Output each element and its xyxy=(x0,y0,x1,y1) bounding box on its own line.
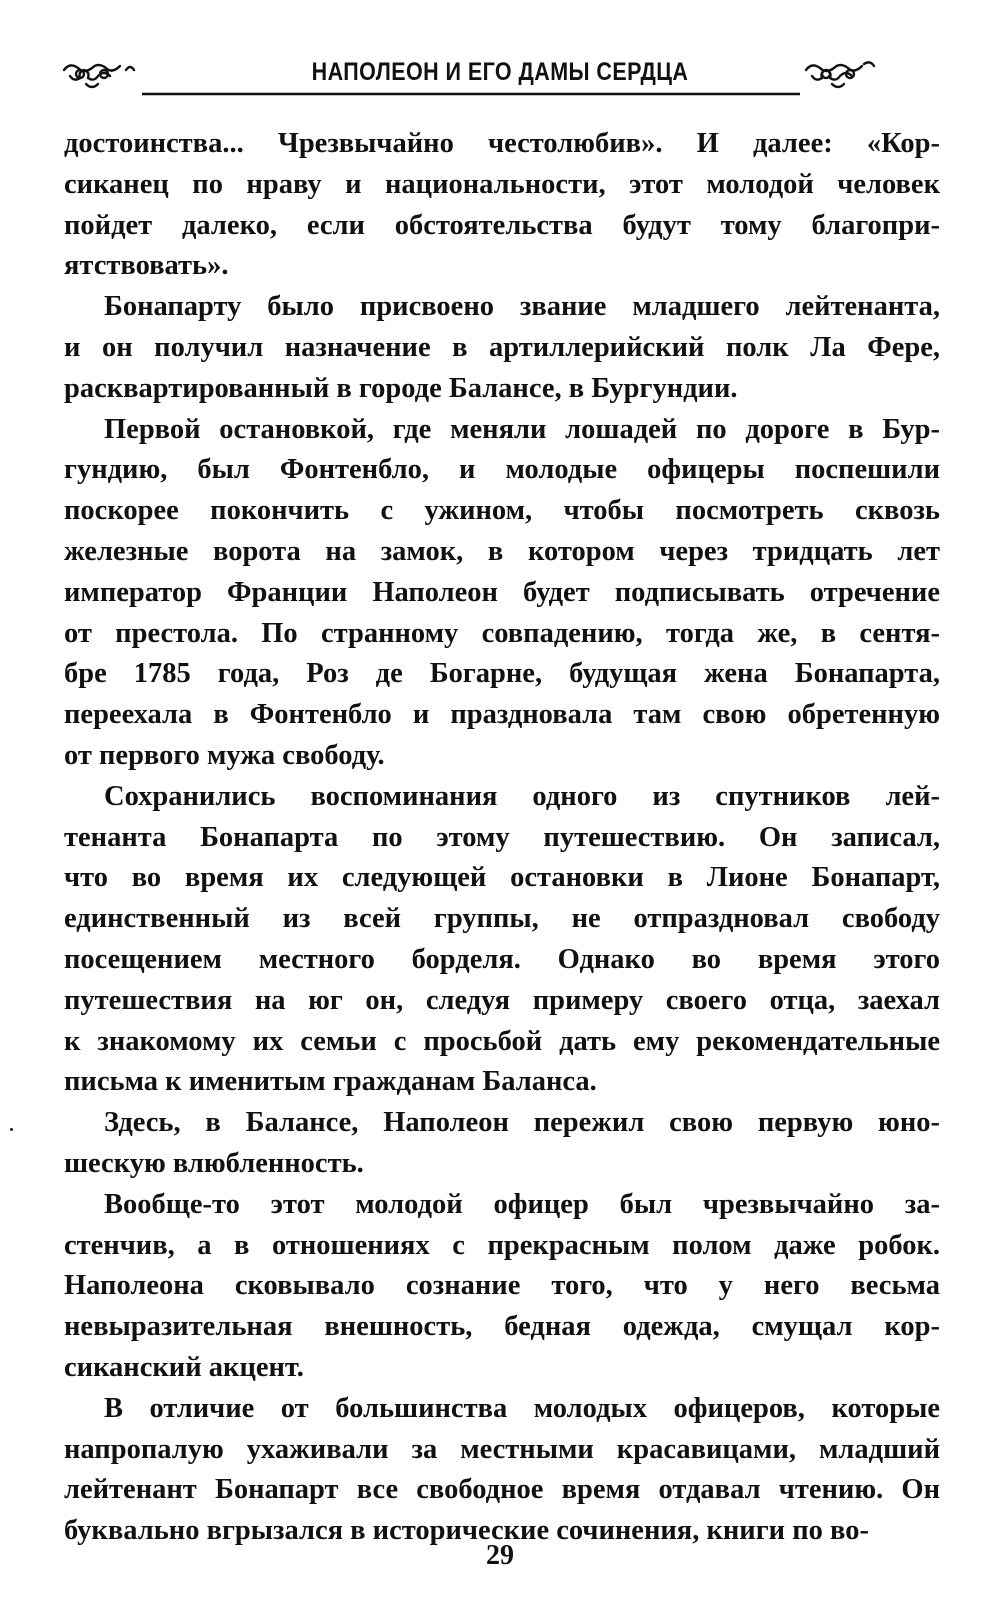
body-text xyxy=(64,124,940,1552)
text-line: гундию, был Фонтенбло, и молодые офицеры поспешили xyxy=(64,454,940,486)
text-line: посещением местного борделя. Однако во время этого xyxy=(64,943,940,975)
text-line: Первой остановкой, где меняли лошадей по дороге в Бур- xyxy=(104,413,940,445)
text-line: буквально вгрызался в исторические сочинения, книги по во- xyxy=(64,1515,869,1547)
text-line: ятствовать». xyxy=(64,250,229,282)
paragraph xyxy=(64,1389,940,1552)
text-line: Бонапарту было присвоено звание младшего лейтенанта, xyxy=(104,291,940,323)
paragraph xyxy=(64,777,940,1103)
text-line: сиканец по нраву и национальности, этот молодой человек xyxy=(64,168,940,200)
text-line: единственный из всей группы, не отпраздновал свободу xyxy=(64,903,940,935)
text-line: император Франции Наполеон будет подписывать отречение xyxy=(64,576,940,608)
text-line: от первого мужа свободу. xyxy=(64,739,385,771)
text-line: Здесь, в Балансе, Наполеон пережил свою первую юно- xyxy=(104,1107,940,1139)
text-line: железные ворота на замок, в котором через тридцать лет xyxy=(64,535,940,567)
text-line: пойдет далеко, если обстоятельства будут тому благопри- xyxy=(64,209,940,241)
margin-speck xyxy=(10,1128,13,1131)
running-header-title: НАПОЛЕОН И ЕГО ДАМЫ СЕРДЦА xyxy=(311,58,689,86)
text-line: В отличие от большинства молодых офицеров, которые xyxy=(104,1392,940,1424)
text-line: Наполеона сковывало сознание того, что у него весьма xyxy=(64,1270,940,1302)
text-line: стенчив, а в отношениях с прекрасным полом даже робок. xyxy=(64,1229,940,1261)
text-line: тенанта Бонапарта по этому путешествию. Он записал, xyxy=(64,821,940,853)
running-header xyxy=(60,52,940,102)
text-line: и он получил назначение в артиллерийский полк Ла Фере, xyxy=(64,331,940,363)
text-line: бре 1785 года, Роз де Богарне, будущая жена Бонапарта, xyxy=(64,658,940,690)
text-line: письма к именитым гражданам Баланса. xyxy=(64,1066,597,1098)
text-line: лейтенант Бонапарт все свободное время отдавал чтению. Он xyxy=(64,1474,940,1506)
text-line: невыразительная внешность, бедная одежда, смущал кор- xyxy=(64,1311,940,1343)
text-line: к знакомому их семьи с просьбой дать ему рекомендательные xyxy=(64,1025,940,1057)
text-line: сиканский акцент. xyxy=(64,1351,304,1383)
text-line: напропалую ухаживали за местными красавицами, младший xyxy=(64,1433,940,1465)
text-line: Сохранились воспоминания одного из спутников лей- xyxy=(104,780,940,812)
paragraph xyxy=(64,287,940,409)
paragraph xyxy=(64,1103,940,1185)
text-line: Вообще-то этот молодой офицер был чрезвычайно за- xyxy=(104,1188,940,1220)
text-line: шескую влюбленность. xyxy=(64,1147,364,1179)
text-line: достоинства... Чрезвычайно честолюбив». И далее: «Кор- xyxy=(64,128,940,159)
text-line: расквартированный в городе Балансе, в Бургундии. xyxy=(64,372,738,404)
paragraph xyxy=(64,410,940,777)
paragraph xyxy=(64,1185,940,1389)
text-line: поскорее покончить с ужином, чтобы посмотреть сквозь xyxy=(64,495,940,527)
text-line: путешествия на юг он, следуя примеру своего отца, заехал xyxy=(64,984,940,1016)
text-line: переехала в Фонтенбло и праздновала там свою обретенную xyxy=(64,699,940,731)
page-number: 29 xyxy=(486,1540,514,1571)
paragraph xyxy=(64,124,940,287)
text-line: что во время их следующей остановки в Лионе Бонапарт, xyxy=(64,862,940,894)
text-line: от престола. По странному совпадению, тогда же, в сентя- xyxy=(64,617,940,649)
